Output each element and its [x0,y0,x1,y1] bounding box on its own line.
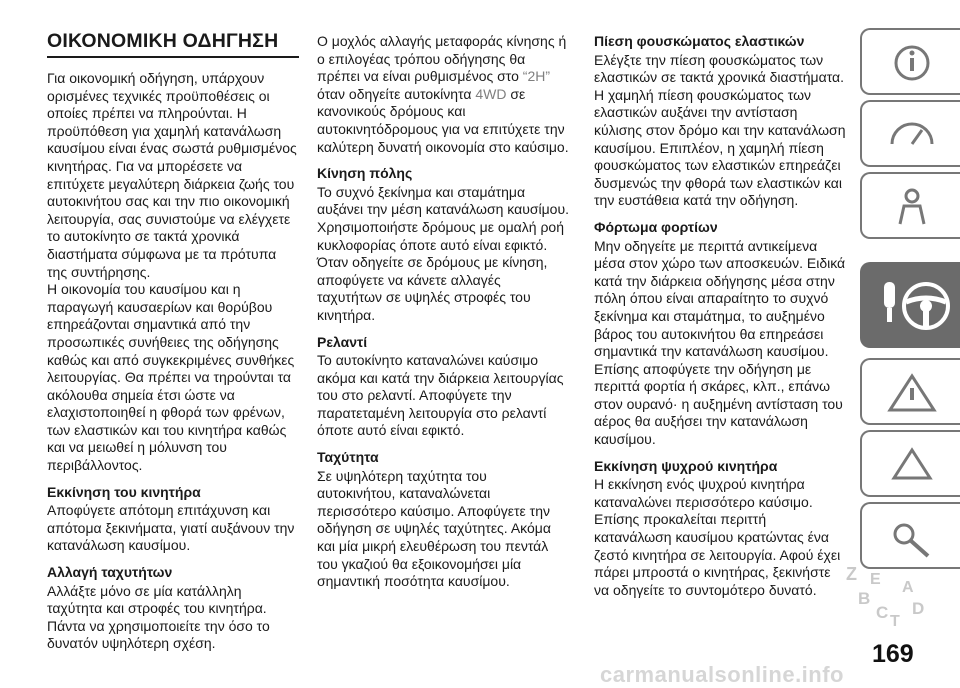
watermark: carmanualsonline.info [600,662,844,687]
tab-safety[interactable] [860,172,960,239]
dashboard-icon [882,110,942,160]
page-title: ΟΙΚΟΝΟΜΙΚΗ ΟΔΗΓΗΣΗ [47,30,299,58]
heading-tyre-pressure: Πίεση φουσκώματος ελαστικών [594,33,805,49]
tyre-pressure-paragraph: Ελέγξτε την πίεση φουσκώματος των ελαστικών σε τακτά χρονικά διαστήματα. Η χαμηλή πίεση φουσκώματος των ελαστικών αυξάνει την αντίσταση κύλισης στον δρόμο και την κατανάλωση καυσίμου. Επιπλέον, η χαμηλή πίεση φουσκώματος των ελαστικών επηρεάζει δυσμενώς την φθορά των ελαστικών και την ευστάθεια κατά την οδήγηση. [594,51,846,209]
heading-gear-change: Αλλαγή ταχυτήτων [47,564,173,581]
tab-maintenance[interactable] [860,502,960,569]
cold-start-paragraph: Η εκκίνηση ενός ψυχρού κινητήρα καταναλώνει περισσότερο καύσιμο. Επίσης προκαλείται περιττή κατανάλωση καυσίμου κρατώντας ένα ζεστό κινητήρα σε λειτουργία. Αφού έχει πάρει μπροστά ο κινητήρας, ξεκινήστε να οδηγείτε το συντομότερο δυνατό. [594,476,841,598]
speed-paragraph: Σε υψηλότερη ταχύτητα του αυτοκινήτου, καταναλώνεται περισσότερο καύσιμο. Αποφύγετε την οδήγηση σε υψηλές ταχύτητες. Ακόμα και μία μικρή ελευθέρωση του πεντάλ του γκαζιού θα εξοικονομήσει μία σημαντική ποσότητα καυσίμου. [317,467,551,590]
column-2 [317,33,569,591]
column-3 [594,33,846,599]
safety-icon [882,182,942,232]
svg-text:B: B [858,589,871,608]
heading-city-driving: Κίνηση πόλης [317,165,413,182]
svg-text:C: C [876,603,889,622]
mode-2h-label: “2H” [522,68,551,85]
warning-icon [882,368,942,418]
engine-start-paragraph: Αποφύγετε απότομη επιτάχυνση και απότομα ξεκινήματα, γιατί αυξάνουν την κατανάλωση καυσίμου. [47,502,295,554]
intro-paragraph: Για οικονομική οδήγηση, υπάρχουν ορισμένες τεχνικές προϋποθέσεις οι οποίες πρέπει να πληρούνται. Η προϋπόθεση για χαμηλή κατανάλωση καυσίμου είναι ένας σωστά ρυθμισμένος κινητήρας. Για να μπορέσετε να επιτύχετε μεγαλύτερη διάρκεια ζωής του αυτοκινήτου σας και την πιο οικονομική λειτουργία, σας συνιστούμε να ελέγχετε το αυτοκίνητο σε τακτά χρονικά διαστήματα σύμφωνα με τα πρότυπα της συντήρησης. [47,70,297,280]
svg-text:D: D [912,599,925,618]
gear-change-paragraph: Αλλάξτε μόνο σε μία κατάλληλη ταχύτητα και στροφές του κινητήρα. Πάντα να χρησιμοποιείτε την όσο το δυνατόν υψηλότερη σχέση. [47,582,270,652]
page-number: 169 [872,640,914,668]
tab-emergency[interactable] [860,430,960,497]
heading-engine-start: Εκκίνηση του κινητήρα [47,483,201,500]
car-info-icon [882,38,942,88]
tab-car-info[interactable] [860,28,960,95]
tab-warning[interactable] [860,358,960,425]
svg-text:E: E [870,571,881,588]
technical-data-icon [842,560,942,630]
city-driving-paragraph: Το συχνό ξεκίνημα και σταμάτημα αυξάνει την μέση κατανάλωση καυσίμου. Χρησιμοποιήστε δρόμους με ομαλή ροή κυκλοφορίας όποτε αυτό είναι εφικτό. Όταν οδηγείτε σε δρόμους με κίνηση, αποφύγετε να κάνετε αλλαγές ταχυτήτων σε υψηλές στροφές του κινητήρα. [317,183,570,323]
emergency-icon [882,440,942,490]
transfer-lever-paragraph: Ο μοχλός αλλαγής μεταφοράς κίνησης ή ο επιλογέας τρόπου οδήγησης θα πρέπει να είναι ρυθμισμένος στο “2H” όταν οδηγείτε αυτοκίνητα 4WD σε κανονικούς δρόμους και αυτοκινητόδρομους για να επιτύχετε την καλύτερη δυνατή οικονομία στο καύσιμο. [317,33,569,155]
starting-driving-icon [882,272,952,342]
svg-text:A: A [902,579,914,596]
heading-speed: Ταχύτητα [317,449,379,466]
svg-text:T: T [890,613,900,630]
idling-paragraph: Το αυτοκίνητο καταναλώνει καύσιμο ακόμα και κατά την διάρκεια λειτουργίας του στο ρελαντί. Αποφύγετε την παρατεταμένη λειτουργία στο ρελαντί όποτε αυτό είναι εφικτό. [317,352,564,439]
tab-starting-driving[interactable] [860,262,960,348]
column-1 [47,30,299,653]
maintenance-icon [882,512,942,562]
heading-idling: Ρελαντί [317,333,368,350]
economy-paragraph: Η οικονομία του καυσίμου και η παραγωγή καυσαερίων και θορύβου επηρεάζονται σημαντικά από την προσωπικές συνήθειες της οδήγησης καθώς και από συγκεκριμένες συνθήκες λειτουργίας. Θα πρέπει να τηρούνται τα ακόλουθα σημεία έτσι ώστε να ελαχιστοποιηθεί η φθορά των φρένων, των ελαστικών και του κινητήρα καθώς και να μειωθεί η μόλυνση του περιβάλλοντος. [47,281,295,474]
heading-loads: Φόρτωμα φορτίων [594,218,718,235]
svg-text:Z: Z [846,564,857,584]
heading-cold-start: Εκκίνηση ψυχρού κινητήρα [594,457,778,474]
mode-4wd-label: 4WD [475,85,507,102]
loads-paragraph: Μην οδηγείτε με περιττά αντικείμενα μέσα στον χώρο των αποσκευών. Ειδικά κατά την διάρκεια οδήγησης μέσα στην πόλη όπου είναι απαραίτητο το συχνό ξεκίνημα και σταμάτημα, το αυξημένο βάρος του αυτοκινήτου θα επηρεάσει σημαντικά την κατανάλωση καυσίμου. Επίσης αποφύγετε την οδήγηση με περιττά φορτία ή σκάρες, κλπ., επάνω στον ουρανό· η αυξημένη αντίσταση του αέρος θα αυξήσει την κατανάλωση καυσίμου. [594,237,846,448]
tab-dashboard[interactable] [860,100,960,167]
